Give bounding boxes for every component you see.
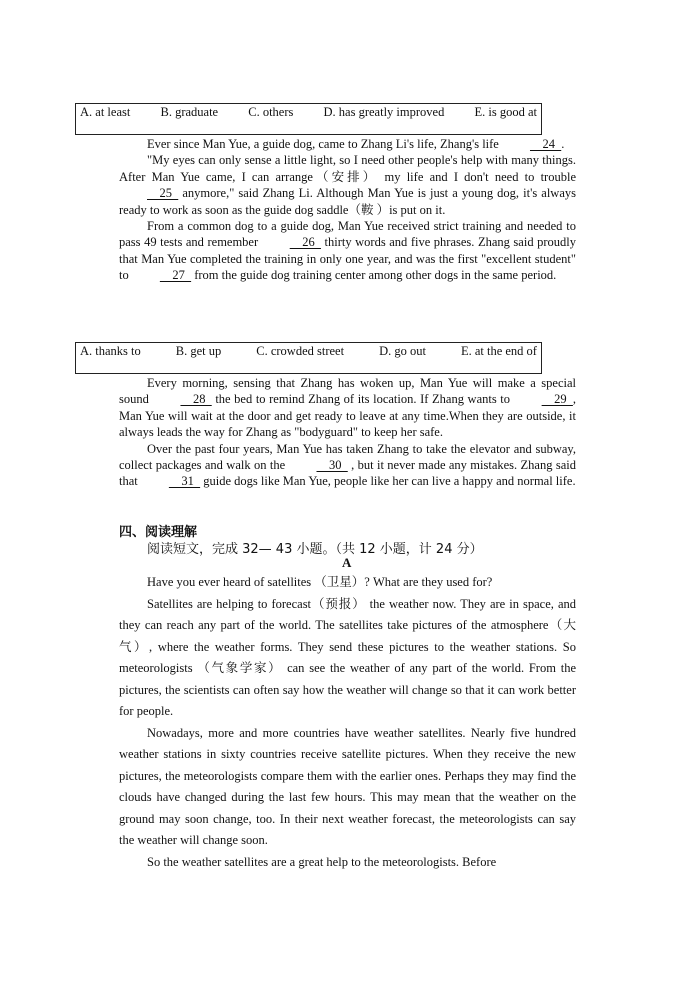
option-b: B. graduate [160,105,219,119]
option-e: E. is good at [474,105,537,119]
blank-25: 25 [147,186,179,201]
cloze2-paragraph-2: Over the past four years, Man Yue has taken Zhang to take the elevator and subway, collect packages and walk on the 30 , but it never made any mistakes. Zhang said that 31 guide dogs like Man Yue, people like her can live a happy and normal life. [119,441,576,489]
word-bank-box-1 [75,103,542,135]
blank-26: 26 [289,235,321,250]
option-c: C. crowded street [256,344,345,358]
option-c: C. others [248,105,294,119]
cloze-passage-2 [119,375,576,490]
option-b: B. get up [175,344,222,358]
word-bank-box-2 [75,342,542,374]
cloze1-paragraph-3: From a common dog to a guide dog, Man Yue received strict training and needed to pass 49 tests and remember 26 thirty words and five phrases. Zhang said proudly that Man Yue completed the training in only one year, and was the first "excellent student" to 27 from the guide dog training center among other dogs in the same period. [119,219,577,283]
reading-paragraph-1: Have you ever heard of satellites （卫星）? What are they used for? [147,575,493,589]
blank-27: 27 [159,268,192,283]
section-heading: 四、阅读理解 [119,525,198,540]
reading-paragraph-3: Nowadays, more and more countries have weather satellites. Nearly five hundred weather stations in sixty countries receive satellite pictures. When they receive the new pictures, the meteorologists compare them with the earlier ones. Perhaps they may find the clouds have changed during the last few hours. This may mean that the weather on the ground may soon change, too. In their next weather forecast, the meteorologists can say the weather will change soon. [119,725,576,847]
cloze1-paragraph-2: "My eyes can only sense a little light, so I need other people's help with many things. After Man Yue came, I can arrange（安排） my life and I don't need to trouble 25 anymore," said Zhang Li. Although Man Yue is just a young dog, it's always ready to work as soon as the guide dog saddle（鞍 ）is put on it. [119,153,576,217]
cloze-passage-1 [119,136,576,284]
cloze2-paragraph-1: Every morning, sensing that Zhang has woken up, Man Yue will make a special sound 28 the bed to remind Zhang of its location. If Zhang wants to 29 , Man Yue will wait at the door and get ready to leave at any time.When they are outside, it always leads the way for Zhang as "bodyguard" to keep her safe. [119,376,576,440]
blank-24: 24 [529,137,562,151]
cloze1-paragraph-1: Ever since Man Yue, a guide dog, came to Zhang Li's life, Zhang's life 24 . [147,137,565,151]
blank-31: 31 [168,474,201,489]
option-a: A. thanks to [80,344,141,358]
reading-paragraph-4: So the weather satellites are a great help to the meteorologists. Before [147,854,497,869]
option-d: D. has greatly improved [323,105,445,119]
reading-passage-a [119,572,576,873]
reading-paragraph-2: Satellites are helping to forecast（预报） the weather now. They are in space, and they can reach any part of the world. The satellites take pictures of the atmosphere（大气）, where the weather forms. They send these pictures to the weather stations. So meteorologists （气象学家） can see the weather of any part of the world. From the pictures, the scientists can often say how the weather will change so that it can work better for people. [119,596,576,718]
section-instruction: 阅读短文，完成 32— 43 小题。（共 12 小题，计 24 分） [147,542,483,557]
passage-letter: A [342,555,352,570]
option-a: A. at least [80,105,131,119]
option-e: E. at the end of [460,344,537,358]
blank-30: 30 [316,458,348,473]
blank-29: 29 [541,392,573,407]
option-d: D. go out [379,344,426,358]
blank-28: 28 [180,392,212,407]
